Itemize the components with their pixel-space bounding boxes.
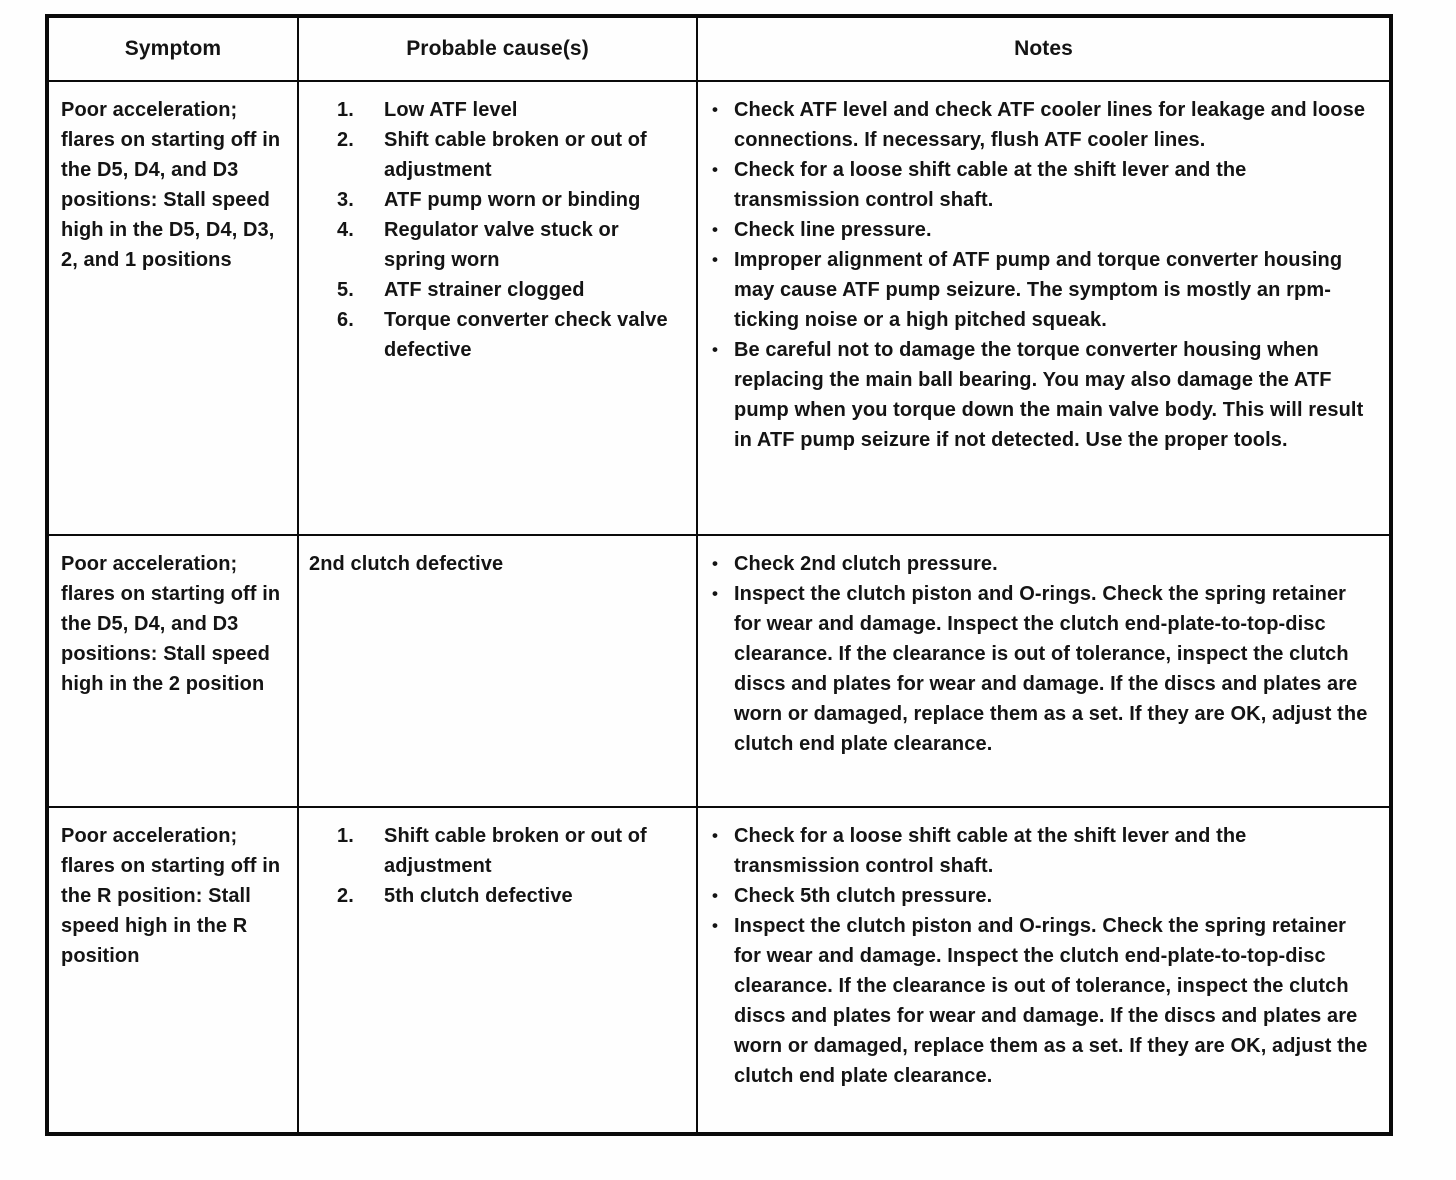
causes-cell <box>297 536 696 806</box>
symptom-cell <box>49 536 297 806</box>
bullet-icon: • <box>712 100 719 119</box>
symptom-text: Poor acceleration; flares on starting off in the D5, D4, and D3 positions: Stall speed high in the 2 position <box>61 553 281 695</box>
note-item <box>712 881 1373 911</box>
note-item <box>712 95 1373 155</box>
cause-number: 6. <box>337 309 354 331</box>
cause-text: 5th clutch defective <box>384 885 573 907</box>
cause-text: Regulator valve stuck or spring worn <box>384 219 619 271</box>
causes-cell <box>297 82 696 534</box>
cause-number: 2. <box>337 129 354 151</box>
note-text: Check 2nd clutch pressure. <box>734 553 998 575</box>
bullet-icon: • <box>712 340 719 359</box>
troubleshooting-table <box>45 14 1393 1136</box>
note-item <box>712 911 1373 1091</box>
bullet-icon: • <box>712 160 719 179</box>
note-text: Inspect the clutch piston and O-rings. Check the spring retainer for wear and damage. Inspect the clutch end-plate-to-top-disc clearance. If the clearance is out of tolerance, inspect the clutch discs and plates for wear and damage. If the discs and plates are worn or damaged, replace them as a set. If they are OK, adjust the clutch end plate clearance. <box>734 915 1368 1087</box>
causes-cell <box>297 808 696 1132</box>
note-item <box>712 549 1373 579</box>
header-symptom: Symptom <box>124 37 222 60</box>
bullet-icon: • <box>712 250 719 269</box>
bullet-icon: • <box>712 220 719 239</box>
notes-cell <box>696 808 1389 1132</box>
note-text: Check 5th clutch pressure. <box>734 885 993 907</box>
header-notes: Notes <box>696 18 1389 80</box>
cause-text: ATF pump worn or binding <box>384 189 641 211</box>
note-text: Check for a loose shift cable at the shift lever and the transmission control shaft. <box>734 159 1247 211</box>
note-item <box>712 335 1373 455</box>
note-item <box>712 215 1373 245</box>
cause-number: 3. <box>337 189 354 211</box>
notes-cell <box>696 536 1389 806</box>
note-text: Check for a loose shift cable at the shift lever and the transmission control shaft. <box>734 825 1247 877</box>
cause-item <box>337 215 682 275</box>
cause-text: Shift cable broken or out of adjustment <box>384 129 647 181</box>
bullet-icon: • <box>712 916 719 935</box>
note-text: Check ATF level and check ATF cooler lines for leakage and loose connections. If necessary, flush ATF cooler lines. <box>734 99 1366 151</box>
cause-item <box>337 125 682 185</box>
cause-number: 1. <box>337 99 354 121</box>
symptom-text: Poor acceleration; flares on starting off in the R position: Stall speed high in the R position <box>61 825 281 967</box>
table-row <box>49 534 1389 806</box>
cause-item <box>337 305 682 365</box>
table-row <box>49 806 1389 1132</box>
cause-item <box>337 275 682 305</box>
header-row <box>49 18 1389 80</box>
cause-number: 2. <box>337 885 354 907</box>
note-text: Check line pressure. <box>734 219 932 241</box>
bullet-icon: • <box>712 554 719 573</box>
cause-number: 1. <box>337 825 354 847</box>
cause-number: 5. <box>337 279 354 301</box>
cause-item <box>337 821 682 881</box>
cause-text: 2nd clutch defective <box>309 553 504 575</box>
symptom-cell <box>49 808 297 1132</box>
symptom-text: Poor acceleration; flares on starting off in the D5, D4, and D3 positions: Stall speed high in the D5, D4, D3, 2, and 1 positions <box>61 99 281 271</box>
cause-item <box>337 185 682 215</box>
notes-cell <box>696 82 1389 534</box>
note-item <box>712 579 1373 759</box>
cause-number: 4. <box>337 219 354 241</box>
symptom-cell <box>49 82 297 534</box>
note-text: Inspect the clutch piston and O-rings. Check the spring retainer for wear and damage. Inspect the clutch end-plate-to-top-disc clearance. If the clearance is out of tolerance, inspect the clutch discs and plates for wear and damage. If the discs and plates are worn or damaged, replace them as a set. If they are OK, adjust the clutch end plate clearance. <box>734 583 1368 755</box>
cause-item <box>337 95 682 125</box>
bullet-icon: • <box>712 886 719 905</box>
bullet-icon: • <box>712 826 719 845</box>
note-text: Be careful not to damage the torque converter housing when replacing the main ball bearing. You may also damage the ATF pump when you torque down the main valve body. This will result in ATF pump seizure if not detected. Use the proper tools. <box>734 339 1364 451</box>
cause-text: ATF strainer clogged <box>384 279 585 301</box>
table-row <box>49 80 1389 534</box>
header-causes: Probable cause(s) <box>297 18 696 80</box>
note-item <box>712 155 1373 215</box>
bullet-icon: • <box>712 584 719 603</box>
cause-text: Shift cable broken or out of adjustment <box>384 825 647 877</box>
cause-text: Torque converter check valve defective <box>384 309 668 361</box>
note-text: Improper alignment of ATF pump and torque converter housing may cause ATF pump seizure. The symptom is mostly an rpm-ticking noise or a high pitched squeak. <box>734 249 1343 331</box>
note-item <box>712 821 1373 881</box>
cause-item <box>337 881 682 911</box>
cause-text: Low ATF level <box>384 99 518 121</box>
note-item <box>712 245 1373 335</box>
